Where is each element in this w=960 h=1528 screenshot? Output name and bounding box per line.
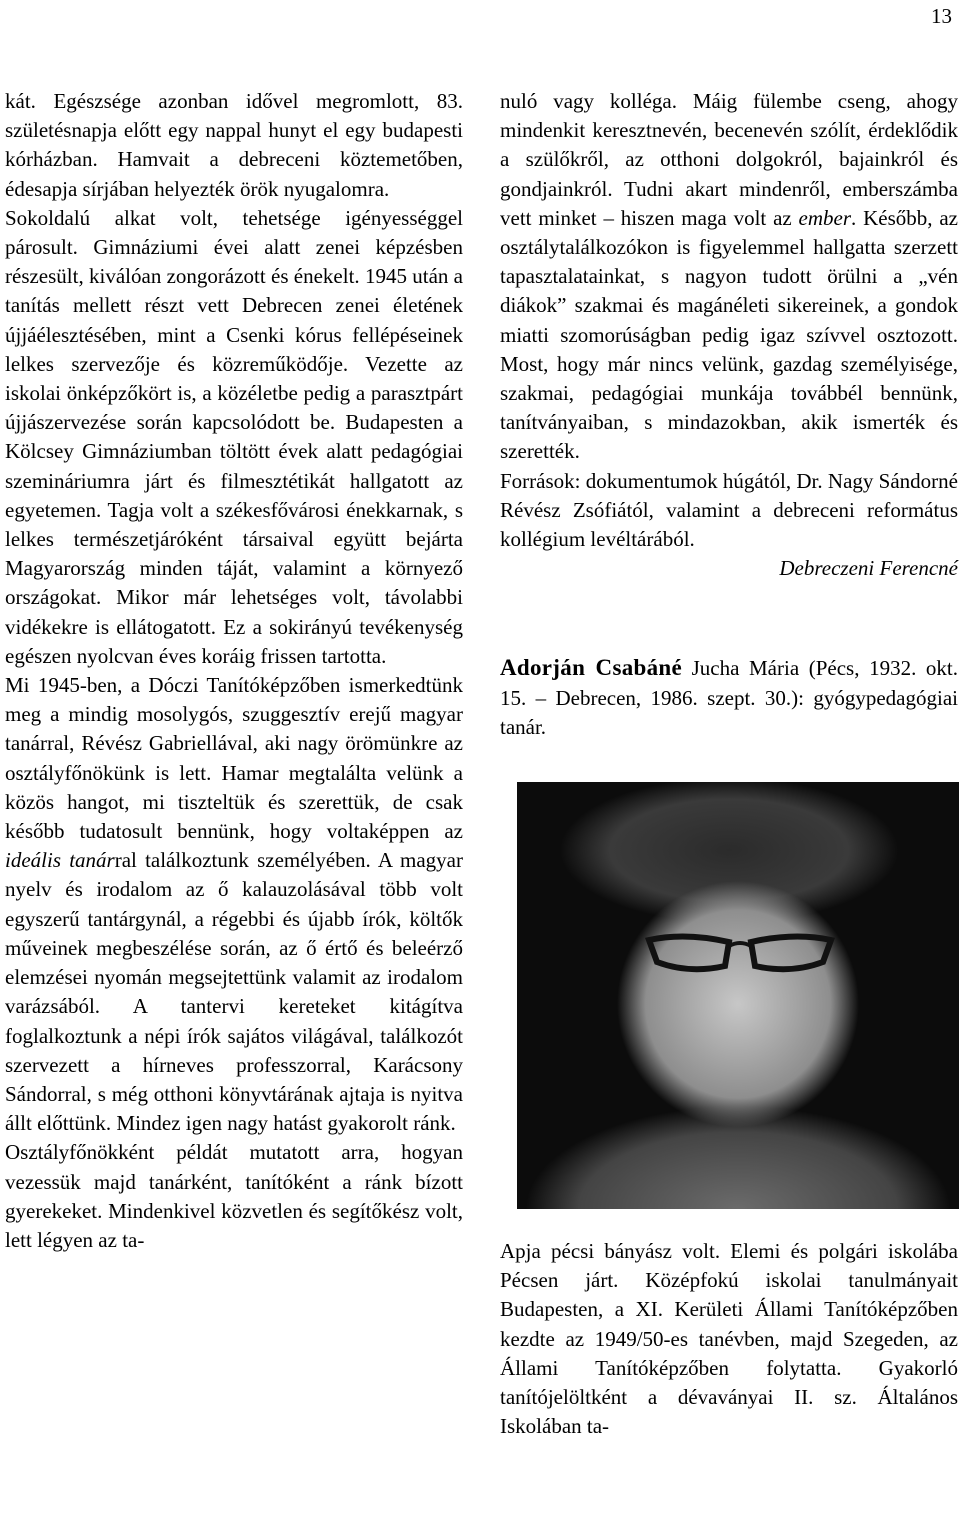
page-number: 13 [931, 4, 952, 28]
paragraph-class-teacher: Osztályfőnökként példát mutatott arra, hogyan vezessük majd tanárként, tanítóként a ránk bízott gyerekeket. Mindenkivel közvetlen és segítőkész volt, lett légyen az ta- [5, 1140, 463, 1252]
paragraph-memories [5, 671, 463, 1138]
memories-text-b: ral találkoztunk személyében. A magyar nyelv és irodalom az ő kalauzolásával több volt egyszerű tantárgynál, a régebbi és újabb írók, költők műveinek megbeszélése során, az ő értő és beleérző elemzései nyomán megsejtettünk valamit az irodalom varázsából. A tantervi kereteket kitágítva foglalkoztunk a népi írók sajátos világával, találkozót szervezett a hírneves professzorral, Karácsony Sándorral, s még otthoni könyvtárának ajtaja is nyitva állt előttünk. Mindez igen nagy hatást gyakorolt ránk. [5, 848, 463, 1136]
continuation-italic: ember [798, 205, 852, 230]
right-column [500, 87, 958, 1441]
author-signature: Debreczeni Ferencné [779, 556, 958, 581]
paragraph-bio: Apja pécsi bányász volt. Elemi és polgári iskolába Pécsen járt. Középfokú iskolai tanulmányait Budapesten, a XI. Kerületi Állami Tanítóképzőben kezdte az 1949/50-es tanévben, majd Szegeden, az Állami Tanítóképzőben folytatta. Gyakorló tanítójelöltként a dévaványai II. sz. Általános Iskolában ta- [500, 1239, 958, 1439]
glasses-shape [645, 930, 835, 976]
memories-text-a: Mi 1945-ben, a Dóczi Tanítóképzőben ismerkedtünk meg a mindig mosolygós, szuggesztív erejű magyar tanárral, Révész Gabriellával, aki nagy örömünkre az osztályfőnökünk is lett. Hamar megtalálta velünk a közös hangot, mi tiszteltük és szerettük, de csak később tudatosult bennünk, hogy voltaképpen az [5, 673, 463, 844]
memories-italic: ideális tanár [5, 848, 115, 873]
paragraph-continuation [500, 87, 958, 467]
entry-heading [500, 653, 958, 742]
continuation-text-b: . Később, az osztálytalálkozókon is figyelemmel hallgatta szerzett tapasztalatainkat, s nagyon tudott örülni a „vén diákok” szakmai és magánéleti sikereinek, a gondok miatti szomorúságban pedig igaz szívvel osztozott. Most, hogy már nincs velünk, gazdag személyisége, szakmai, pedagógiai munkája továbbél bennünk, tanítványaiban, s mindazokban, akik ismerték és szerették. [500, 205, 958, 464]
paragraph-obituary-end: kát. Egészsége azonban idővel megromlott, 83. születésnapja előtt egy nappal hunyt el egy budapesti kórházban. Hamvait a debreceni köztemetőben, édesapja sírjában helyezték örök nyugalomra. [5, 89, 463, 201]
paragraph-versatile: Sokoldalú alkat volt, tehetsége igényességgel párosult. Gimnáziumi évei alatt zenei képzésben részesült, kiválóan zongorázott és énekelt. 1945 után a tanítás mellett részt vett Debrecen zenei életének újjáélesztésében, mint a Csenki kórus fellépéseinek lelkes szervezője és közreműködője. Vezette az iskolai önképzőkört is, a közéletbe pedig a parasztpárt újjászervezése során kapcsolódott be. Budapesten a Kölcsey Gimnáziumban töltött évek alatt pedagógiai szemináriumra járt és filmesztétikát hallgatott az egyetemen. Tagja volt a székesfővárosi énekkarnak, s lelkes természetjáróként társaival együtt bejárta Magyarország minden táját, valamint a környező országokat. Mikor már lehetséges volt, távolabbi vidékekre is ellátogatott. Ez a sokirányú tevékenység egészen nyolcvan éves koráig frissen tartotta. [5, 205, 463, 668]
left-column [5, 87, 463, 1255]
paragraph-sources: Források: dokumentumok húgától, Dr. Nagy Sándorné Révész Zsófiától, valamint a debreceni református kollégium levéltárából. [500, 468, 958, 552]
continuation-text-a: nuló vagy kolléga. Máig fülembe cseng, ahogy mindenkit keresztnevén, becenevén szólít, érdeklődik a szülőkről, az otthoni dolgokról, bajainkról és gondjainkról. Tudni akart mindenről, emberszámba vett minket – hiszen maga volt az [500, 89, 958, 230]
entry-name: Adorján Csabáné [500, 655, 683, 681]
portrait-photo [517, 782, 959, 1209]
entry-details: Jucha Mária (Pécs, 1932. okt. 15. – Debrecen, 1986. szept. 30.): gyógypedagógiai tanár. [500, 656, 958, 739]
